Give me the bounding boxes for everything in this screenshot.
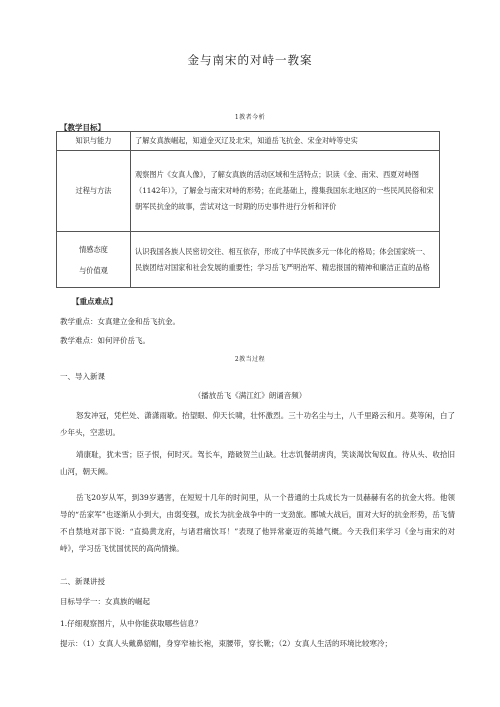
part1-heading: 一、导入新课: [60, 372, 105, 381]
goal-text: 了解女真族崛起，知道金灭辽及北宋，知道岳飞抗金、宋金对峙等史实: [131, 132, 440, 151]
goal-category-line: 情感态度: [79, 244, 108, 254]
poem-stanza-1: 怒发冲冠，凭栏处、潇潇雨歇。抬望眼、仰天长啸，壮怀激烈。三十功名尘与土，八千里路云和月。莫等闲，白了少年头，空悲切。: [60, 411, 455, 437]
table-row: [57, 132, 440, 151]
goals-label: 【教学目标】: [60, 123, 105, 132]
poem-stanza-2: 靖康耻，犹未雪；臣子恨，何时灭。驾长车，踏破贺兰山缺。壮志饥餐胡虏肉，笑谈渴饮匈奴血。待从头、收拾旧山河，朝天阙。: [60, 450, 455, 476]
hint-1: 提示：（1）女真人头戴鼻貂帽，身穿窄袖长袍，束腰带，穿长靴；（2）女真人生活的环境比较寒冷；: [60, 639, 393, 648]
key-points-label: 【重点难点】: [72, 297, 117, 306]
question-1: 1.仔细观察图片，从中你能获取哪些信息？: [60, 619, 203, 628]
goal-category: 过程与方法: [57, 151, 131, 232]
document-title: 金与南宋的对峙一教案: [187, 53, 313, 67]
goal-text: 认识我国各族人民密切交往、相互依存，形成了中华民族多元一体化的格局；体会国家统一、民族团结对国家和社会发展的重要性；学习岳飞严明治军、精忠报国的精神和廉洁正直的品格: [131, 232, 440, 288]
table-row: [57, 151, 440, 232]
goal-category-line: 与价值观: [79, 265, 108, 275]
table-row: [57, 232, 440, 288]
goals-table: [56, 131, 440, 288]
goal-category: 知识与能力: [57, 132, 131, 151]
guide-heading-1: 目标导学一：女真族的崛起: [60, 597, 150, 606]
intro-paragraph: 岳飞20岁从军，到39岁遇害，在短短十几年的时间里，从一个普通的士兵成长为一员赫赫有名的抗金大将。他领导的“岳家军”也逐渐从小到大，由弱变强，成长为抗金战争中的一支劲旅。郾城大战后，面对大好的抗金形势，岳飞情不自禁地对部下说：“直捣黄龙府，与诸君痛饮耳！”表现了他异常豪迈的英雄气概。今天我们来学习《金与南宋的对峙》，学习岳飞忧国忧民的高尚情操。: [60, 493, 455, 553]
part2-heading: 二、新课讲授: [60, 577, 105, 586]
audio-note: （播放岳飞《满江红》朗诵音频）: [193, 391, 307, 400]
section1-heading: 1教者今析: [234, 114, 266, 121]
key-point: 教学重点：女真建立金和岳飞抗金。: [60, 317, 180, 326]
difficult-point: 教学难点：如何评价岳飞。: [60, 336, 150, 345]
section2-heading: 2教当过程: [234, 356, 266, 363]
goal-text: 观察图片《女真人像》，了解女真族的活动区域和生活特点；识读《金、南宋、西夏对峙图（1142年）》，了解金与南宋对峙的形势；在此基础上，搜集我国东北地区的一些民风民俗和宋朝军民抗金的故事，尝试对这一时期的历史事件进行分析和评价: [131, 151, 440, 232]
goal-category: [57, 232, 131, 288]
